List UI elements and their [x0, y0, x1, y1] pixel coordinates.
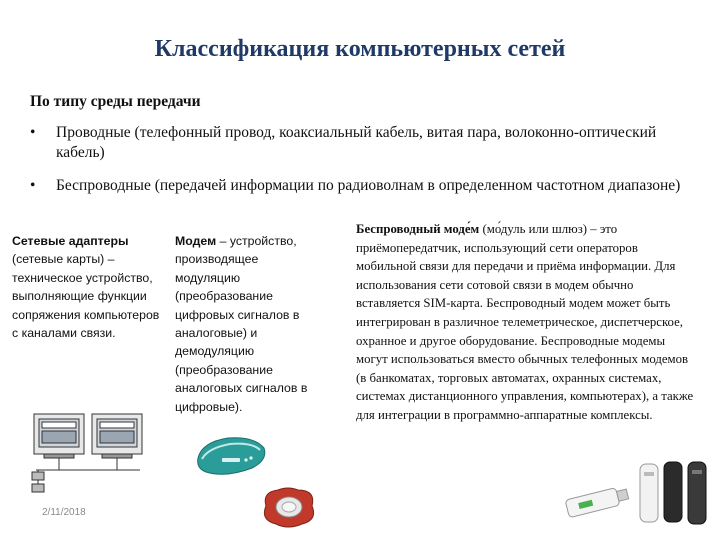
modem-term: Модем: [175, 234, 217, 248]
network-computers-image: [28, 410, 148, 498]
slide-date: 2/11/2018: [42, 507, 86, 518]
bullet-wireless: [30, 176, 700, 196]
bullet-wired: [30, 123, 700, 163]
bullet-dot: •: [30, 177, 36, 194]
red-modem-image: [258, 484, 320, 530]
usb-modems-image: [560, 458, 710, 528]
wireless-modem-text: (мо́дуль или шлюз) – это приёмопередатчик, использующий сети операторов мобильной связи для передачи и приёма информации. Для использования сети сотовой связи в модем обычно вставляется SIM-карта. Беспроводный модем может быть интегрирован в различное телеметрическое, диспетчерское, охранное и другое оборудование. Беспроводные модемы могут использоваться вместо обычных телефонных модемов (в банкоматах, торговых автоматах, охранных системах, системах дистанционного управления, компьютерах), а также для интеграции в программно-аппаратные комплексы.: [356, 222, 694, 422]
slide-title: Классификация компьютерных сетей: [154, 36, 566, 62]
modem-paragraph: [175, 232, 325, 416]
bullet-dot: •: [30, 124, 36, 141]
adapters-text: (сетевые карты) – техническое устройство, выполняющие функции сопряжения компьютеров с каналами связи.: [12, 252, 160, 341]
modem-text: – устройство, производящее модуляцию (преобразование цифровых сигналов в аналоговые) и демодуляцию (преобразование аналоговых сигналов в цифровые).: [175, 234, 308, 414]
teal-modem-image: [192, 432, 270, 482]
section-heading: По типу среды передачи: [30, 93, 201, 110]
wireless-modem-term: Беспроводный моде́м: [356, 222, 480, 236]
network-adapters-paragraph: [12, 232, 162, 342]
bullet-text: Проводные (телефонный провод, коаксиальный кабель, витая пара, волоконно-оптический кабель): [56, 124, 657, 161]
wireless-modem-paragraph: [356, 220, 696, 425]
adapters-term: Сетевые адаптеры: [12, 234, 129, 248]
bullet-text: Беспроводные (передачей информации по радиоволнам в определенном частотном диапазоне): [56, 177, 681, 194]
